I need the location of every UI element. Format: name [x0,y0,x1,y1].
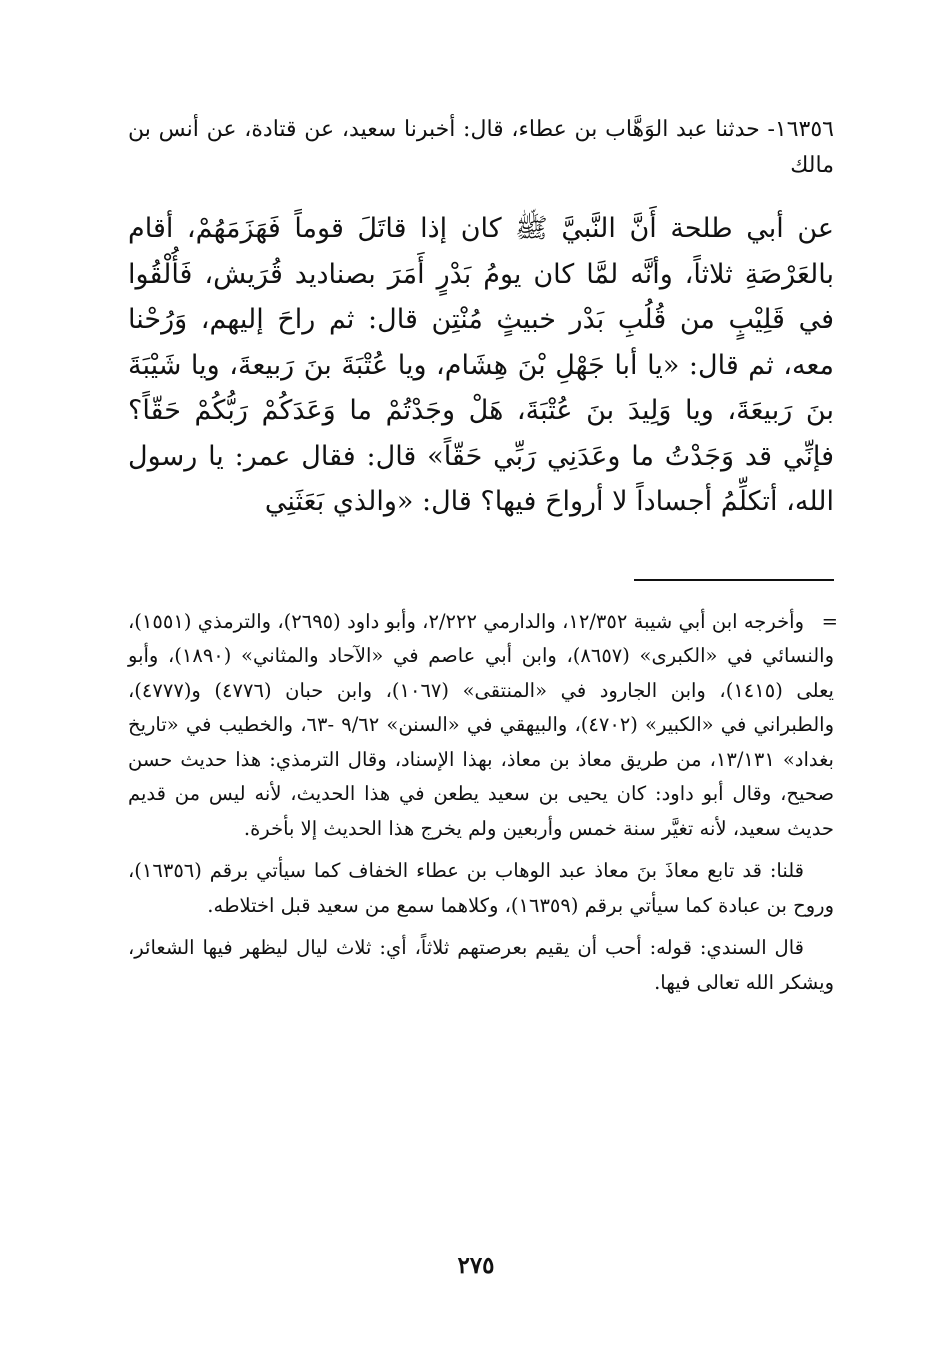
hadith-text: عن أبي طلحة أَنَّ النَّبيَّ ﷺ كان إذا قاتَلَ قوماً فَهَزَمَهُمْ، أقام بالعَرْصَةِ ثلاثاً، وأنَّه لمَّا كان يومُ بَدْرٍ أَمَرَ بصناديد قُرَيش، فَأُلْقُوا في قَلِيْبٍ من قُلُبِ بَدْر خبيثٍ مُنْتِن قال: ثم راحَ إليهم، وَرُحْنا معه، ثم قال: «يا أبا جَهْلِ بْنَ هِشَام، ويا عُتْبَةَ بنَ رَبيعةَ، ويا شَيْبَةَ بنَ رَبيعَةَ، ويا وَلِيدَ بنَ عُتْبَةَ، هَلْ وجَدْتُمْ ما وَعَدَكُمْ رَبُّكُمْ حَقّاً؟ فإنِّي قد وَجَدْتُ ما وعَدَنِي رَبِّي حَقّاً» قال: فقال عمر: يا رسول الله، أتكلِّمُ أجساداً لا أرواحَ فيها؟ قال: «والذي بَعَثَنِي [128,213,834,517]
footnote-paragraph-2: قلنا: قد تابع معاذَ بنَ معاذ عبد الوهاب بن عطاء الخفاف كما سيأتي برقم (١٦٣٥٦)، وروح بن عبادة كما سيأتي برقم (١٦٣٥٩)، وكلاهما سمع من سعيد قبل اختلاطه. [128,859,834,917]
page-body [128,112,838,1008]
footnote-paragraph-1 [128,605,838,847]
hadith-header: ١٦٣٥٦- حدثنا عبد الوَهَّاب بن عطاء، قال: أخبرنا سعيد، عن قتادة، عن أنس بن مالك [128,117,834,178]
footnote-paragraph-3: قال السندي: قوله: أحب أن يقيم بعرصتهم ثلاثاً، أي: ثلاث ليال ليظهر فيها الشعائر، ويشكر الله تعالى فيها. [128,936,834,994]
footnote-separator [634,579,834,581]
footnotes [128,605,838,1001]
footnote-continuation-marker: = [821,609,838,633]
footnote-text-1: وأخرجه ابن أبي شيبة ١٢/٣٥٢، والدارمي ٢/٢٢٢، وأبو داود (٢٦٩٥)، والترمذي (١٥٥١)، والنسائي في «الكبرى» (٨٦٥٧)، وابن أبي عاصم في «الآحاد والمثاني» (١٨٩٠)، وأبو يعلى (١٤١٥)، وابن الجارود في «المنتقى» (١٠٦٧)، وابن حبان (٤٧٧٦) و(٤٧٧٧)، والطبراني في «الكبير» (٤٧٠٢)، والبيهقي في «السنن» ٩/٦٢ -٦٣، والخطيب في «تاريخ بغداد» ١٣/١٣١، من طريق معاذ بن معاذ، بهذا الإسناد، وقال الترمذي: هذا حديث حسن صحيح، وقال أبو داود: كان يحيى بن سعيد يطعن في هذا الحديث، لأنه ليس من قديم حديث سعيد، لأنه تغيَّر سنة خمس وأربعين ولم يخرج هذا الحديث إلا بأخرة. [128,609,834,840]
page-number: ٢٧٥ [457,1252,495,1279]
